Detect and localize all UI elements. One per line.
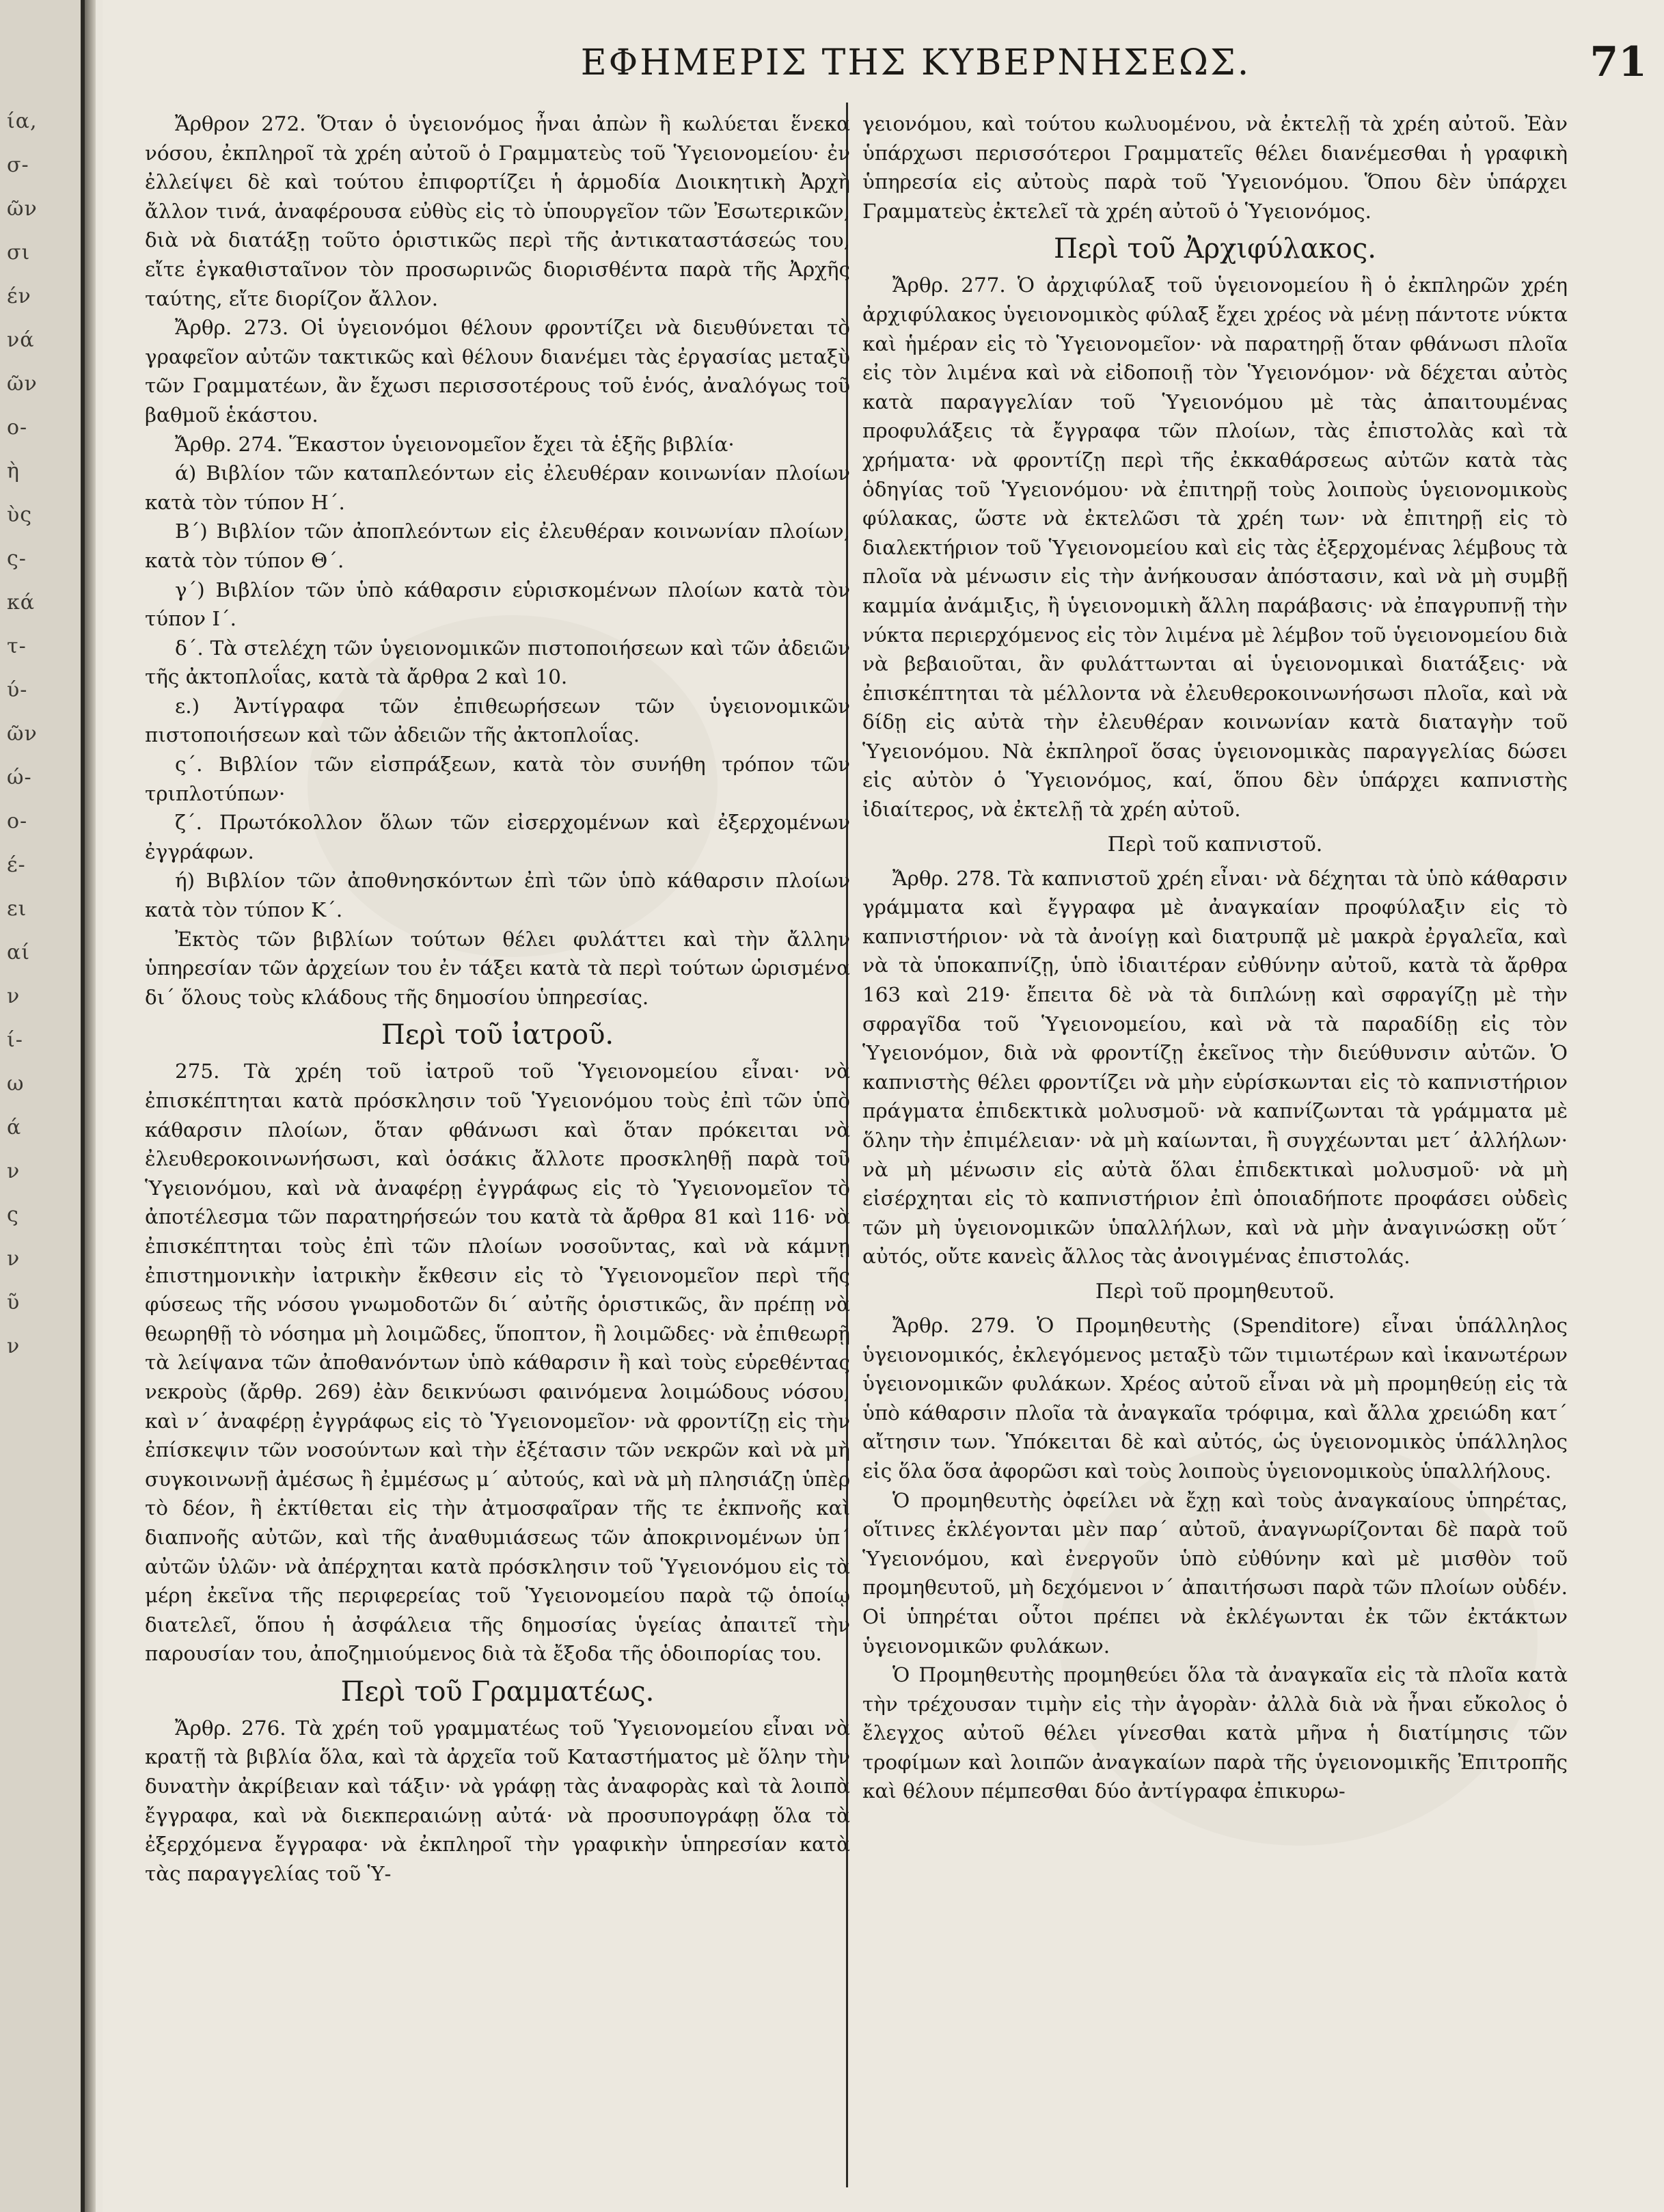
previous-page-fragment: κά xyxy=(7,591,36,615)
list-item: ζ΄. Πρωτόκολλον ὅλων τῶν εἰσερχομένων καὶ ἐξερχομένων ἐγγράφων. xyxy=(145,811,850,863)
previous-page-fragment: σι xyxy=(7,241,31,265)
paragraph: γειονόμου, καὶ τούτου κωλυομένου, νὰ ἐκτελῇ τὰ χρέη αὐτοῦ. Ἐὰν ὑπάρχωσι περισσότεροι Γραμματεῖς θέλει διανέμεσθαι ἡ γραφικὴ ὑπηρεσία εἰς αὐτοὺς παρὰ τοῦ Ὑγειονόμου. Ὅπου δὲν ὑπάρχει Γραμματεὺς ἐκτελεῖ τὰ χρέη αὐτοῦ ὁ Ὑγειονόμος. xyxy=(862,112,1568,223)
list-item: ς΄. Βιβλίον τῶν εἰσπράξεων, κατὰ τὸν συνήθη τρόπον τῶν τριπλοτύπων· xyxy=(145,753,850,805)
section-heading: Περὶ τοῦ καπνιστοῦ. xyxy=(1107,832,1323,857)
previous-page-fragment: ά xyxy=(7,1116,22,1139)
paragraph: Ἐκτὸς τῶν βιβλίων τούτων θέλει φυλάττει καὶ τὴν ἄλλην ὑπηρεσίαν τῶν ἀρχείων του ἐν τάξει κατὰ τὰ περὶ τούτων ὡρισμένα δι΄ ὅλους τοὺς κλάδους τῆς δημοσίου ὑπηρεσίας. xyxy=(145,927,850,1009)
paragraph: Ἄρθρ. 277. Ὁ ἀρχιφύλαξ τοῦ ὑγειονομείου ἢ ὁ ἐκπληρῶν χρέη ἀρχιφύλακος ὑγειονομικὸς φύλαξ ἔχει χρέος νὰ μένῃ πάντοτε νύκτα καὶ ἡμέραν εἰς τὸ Ὑγειονομεῖον· νὰ παρατηρῇ ὅταν φθάνωσι πλοῖα εἰς τὸν λιμένα καὶ νὰ εἰδοποιῇ τὸν Ὑγειονόμον· νὰ δέχεται αὐτὸς κατὰ παραγγελίαν τοῦ Ὑγειονόμου μὲ τὰς ἀπαιτουμένας προφυλάξεις τὰ ἔγγραφα τῶν πλοίων, τὰς ἐπιστολὰς καὶ τὰ χρήματα· νὰ φροντίζῃ περὶ τῆς ἐκκαθάρσεως αὐτῶν κατὰ τὰς ὁδηγίας τοῦ Ὑγειονόμου· νὰ ἐπιτηρῇ τοὺς λοιποὺς ὑγειονομικοὺς φύλακας, ὥστε νὰ ἐκτελῶσι τὰ χρέη των· νὰ ἐπιτηρῇ εἰς τὸ διαλεκτήριον τοῦ Ὑγειονομείου καὶ εἰς τὰς ἐξερχομένας λέμβους τὰ πλοῖα νὰ μένωσιν εἰς τὴν ἀνήκουσαν ἀπόστασιν, καὶ νὰ μὴ συμβῇ καμμία ἀνάμιξις, ἢ ὑγειονομικὴ ἄλλη παράβασις· νὰ ἐπαγρυπνῇ τὴν νύκτα περιερχόμενος εἰς τὸν λιμένα μὲ λέμβον τοῦ ὑγειονομείου διὰ νὰ βεβαιοῦται, ἂν φυλάττωνται αἱ ὑγειονομικαὶ διατάξεις· νὰ ἐπισκέπτηται τὰ μέλλοντα νὰ ἐλευθεροκοινωνήσωσι πλοῖα, καὶ νὰ δίδῃ εἰς αὐτὰ τὴν ἐλευθέραν κοινωνίαν κατὰ διαταγὴν τοῦ Ὑγειονόμου. Νὰ ἐκπληροῖ ὅσας ὑγειονομικὰς παραγγελίας δώσει εἰς αὐτὸν ὁ Ὑγειονόμος, καί, ὅπου δὲν ὑπάρχει καπνιστὴς ἰδιαίτερος, νὰ ἐκτελῇ τὰ χρέη αὐτοῦ. xyxy=(862,273,1568,822)
previous-page-fragment: ν xyxy=(7,1247,21,1271)
previous-page-fragment: ο- xyxy=(7,809,28,833)
section-heading: Περὶ τοῦ Ἀρχιφύλακος. xyxy=(1054,233,1376,265)
right-column xyxy=(862,109,1568,2187)
previous-page-fragment: ς- xyxy=(7,547,27,571)
previous-page-fragment: ω xyxy=(7,1072,25,1096)
previous-page-fragment: ει xyxy=(7,897,27,921)
paragraph: 275. Τὰ χρέη τοῦ ἰατροῦ τοῦ Ὑγειονομείου εἶναι· νὰ ἐπισκέπτηται κατὰ πρόσκλησιν τοῦ Ὑγειονόμου τοὺς ἐπὶ τῶν ὑπὸ κάθαρσιν πλοίων, ὅταν φθάνωσι καὶ ὅταν πρόκειται νὰ ἐλευθεροκοινωνήσωσι, καὶ ὁσάκις ἄλλοτε προσκληθῇ παρὰ τοῦ Ὑγειονόμου, καὶ νὰ ἀναφέρῃ ἐγγράφως εἰς τὸ Ὑγειονομεῖον τὸ ἀποτέλεσμα τῶν παρατηρήσεών του κατὰ τὰ ἄρθρα 81 καὶ 116· νὰ ἐπισκέπτηται τοὺς ἐπὶ τῶν πλοίων νοσοῦντας, καὶ νὰ κάμνῃ ἐπιστημονικὴν ἰατρικὴν ἔκθεσιν εἰς τὸ Ὑγειονομεῖον περὶ τῆς φύσεως τῆς νόσου γνωμοδοτῶν δι΄ αὐτῆς ὁριστικῶς, ἂν πρέπῃ νὰ θεωρηθῇ τὸ νόσημα μὴ λοιμῶδες, ὕποπτον, ἢ λοιμῶδες· νὰ ἐπιθεωρῇ τὰ λείψανα τῶν ἀποθανόντων ὑπὸ κάθαρσιν ἢ καὶ τοὺς εὑρεθέντας νεκροὺς (ἄρθρ. 269) ἐὰν δεικνύωσι φαινόμενα λοιμώδους νόσου, καὶ ν΄ ἀναφέρῃ ἐγγράφως εἰς τὸ Ὑγειονομεῖον· νὰ φροντίζῃ εἰς τὴν ἐπίσκεψιν τῶν νοσούντων καὶ τὴν ἐξέτασιν τῶν νεκρῶν καὶ νὰ μὴ συγκοινωνῇ ἀμέσως ἢ ἐμμέσως μ΄ αὐτούς, καὶ νὰ μὴ πλησιάζῃ ὑπὲρ τὸ δέον, ἢ ἐκτίθεται εἰς τὴν ἀτμοσφαῖραν τῆς τε ἐκπνοῆς καὶ διαπνοῆς αὐτῶν, καὶ τῆς ἀναθυμιάσεως τῶν ἀποκρινομένων ὑπ΄ αὐτῶν ὑλῶν· νὰ ἀπέρχηται κατὰ πρόσκλησιν τοῦ Ὑγειονόμου εἰς τὰ μέρη ἐκεῖνα τῆς περιφερείας τοῦ Ὑγειονομείου παρὰ τῷ ὁποίῳ διατελεῖ, ὅπου ἡ ἀσφάλεια τῆς δημοσίας ὑγείας ἀπαιτεῖ τὴν παρουσίαν του, ἀποζημιούμενος διὰ τὰ ἔξοδα τῆς ὁδοιπορίας του. xyxy=(145,1060,850,1666)
previous-page-fragment: ὴ xyxy=(7,459,20,483)
section-heading: Περὶ τοῦ Γραμματέως. xyxy=(340,1675,655,1708)
previous-page-fragment: ῦ xyxy=(7,1291,21,1314)
previous-page-fragment: σ- xyxy=(7,153,29,177)
previous-page-fragment: ν xyxy=(7,1334,21,1358)
left-column xyxy=(145,109,850,2187)
paragraph: Ἄρθρ. 278. Τὰ καπνιστοῦ χρέη εἶναι· νὰ δέχηται τὰ ὑπὸ κάθαρσιν γράμματα καὶ ἔγγραφα μὲ ἀναγκαίαν προφύλαξιν εἰς τὸ καπνιστήριον· νὰ τὰ ἀνοίγῃ καὶ διατρυπᾷ μὲ μακρὰ ἐργαλεῖα, καὶ νὰ τὰ ὑποκαπνίζῃ, ὑπὸ ἰδιαιτέραν εὐθύνην αὐτοῦ, κατὰ τὰ ἄρθρα 163 καὶ 219· ἔπειτα δὲ νὰ τὰ διπλώνῃ καὶ σφραγίζῃ μὲ τὴν σφραγῖδα τοῦ Ὑγειονομείου, καὶ νὰ τὰ παραδίδῃ εἰς τὸν Ὑγειονόμον, διὰ νὰ φροντίζῃ ἐκεῖνος τὴν διεύθυνσιν αὐτῶν. Ὁ καπνιστὴς θέλει φροντίζει νὰ μὴν εὑρίσκωνται εἰς τὸ καπνιστήριον πράγματα ἐπιδεκτικὰ μολυσμοῦ· νὰ καπνίζωνται τὰ γράμματα μὲ ὅλην τὴν ἐπιμέλειαν· νὰ μὴ καίωνται, ἢ συγχέωνται μετ΄ ἀλλήλων· νὰ μὴ μένωσιν εἰς αὐτὰ ὅλαι ἐπιδεκτικαὶ μολυσμοῦ· νὰ μὴ εἰσέρχηται εἰς τὸ καπνιστήριον ἐπὶ ὁποιαδήποτε προφάσει οὐδεὶς τῶν μὴ ὑγειονομικῶν ὑπαλλήλων, καὶ νὰ μὴν ἀναγινώσκῃ οὔτ΄ αὐτός, οὔτε κανεὶς ἄλλος τὰς ἀνοιγμένας ἐπιστολάς. xyxy=(862,866,1568,1269)
section-heading: Περὶ τοῦ προμηθευτοῦ. xyxy=(1095,1279,1335,1304)
previous-page-fragment: έν xyxy=(7,284,31,308)
paragraph: Ἄρθρ. 279. Ὁ Προμηθευτὴς (Spenditore) εἶναι ὑπάλληλος ὑγειονομικός, ἐκλεγόμενος μεταξὺ τῶν τιμιωτέρων καὶ ἱκανωτέρων ὑγειονομικῶν φυλάκων. Χρέος αὐτοῦ εἶναι νὰ μὴ προμηθεύῃ εἰς τὰ ὑπὸ κάθαρσιν πλοῖα τὰ ἀναγκαῖα τρόφιμα, καὶ ἄλλα χρειώδη κατ΄ αἴτησιν των. Ὑπόκειται δὲ καὶ αὐτός, ὡς ὑγειονομικὸς ὑπάλληλος εἰς ὅλα ὅσα ἀφορῶσι καὶ τοὺς λοιποὺς ὑγειονομικοὺς ὑπαλλήλους. xyxy=(862,1313,1568,1483)
previous-page-fragment: ώ- xyxy=(7,766,32,790)
previous-page-fragment: έ- xyxy=(7,853,26,877)
previous-page-edge xyxy=(0,0,85,2212)
list-item: ή) Βιβλίον τῶν ἀποθνησκόντων ἐπὶ τῶν ὑπὸ κάθαρσιν πλοίων κατὰ τὸν τύπον Κ΄. xyxy=(145,869,850,922)
previous-page-fragment: ν xyxy=(7,984,21,1008)
previous-page-fragment: ί- xyxy=(7,1028,23,1052)
previous-page-fragment: τ- xyxy=(7,634,27,658)
paragraph: Ἄρθρον 272. Ὅταν ὁ ὑγειονόμος ἦναι ἀπὼν ἢ κωλύεται ἕνεκα νόσου, ἐκπληροῖ τὰ χρέη αὐτοῦ ὁ Γραμματεὺς τοῦ Ὑγειονομείου· ἐν ἐλλείψει δὲ καὶ τούτου ἐπιφορτίζει ἡ ἁρμοδία Διοικητικὴ Ἀρχὴ ἄλλον τινά, ἀναφέρουσα εὐθὺς εἰς τὸ ὑπουργεῖον τῶν Ἐσωτερικῶν, διὰ νὰ διατάξῃ τοῦτο ὁριστικῶς περὶ τῆς ἀντικαταστάσεώς του, εἴτε ἐγκαθισταῖνον τὸν προσωρινῶς διορισθέντα παρὰ τῆς Ἀρχῆς ταύτης, εἴτε διορίζον ἄλλον. xyxy=(145,112,850,310)
paragraph: Ἄρθρ. 273. Οἱ ὑγειονόμοι θέλουν φροντίζει νὰ διευθύνεται τὸ γραφεῖον αὐτῶν τακτικῶς καὶ θέλουν διανέμει τὰς ἐργασίας μεταξὺ τῶν Γραμματέων, ἂν ἔχωσι περισσοτέρους τοῦ ἑνός, ἀναλόγως τοῦ βαθμοῦ ἑκάστου. xyxy=(145,316,850,427)
paragraph: Ὁ Προμηθευτὴς προμηθεύει ὅλα τὰ ἀναγκαῖα εἰς τὰ πλοῖα κατὰ τὴν τρέχουσαν τιμὴν εἰς τὴν ἀγορὰν· ἀλλὰ διὰ νὰ ἦναι εὔκολος ὁ ἔλεγχος αὐτοῦ θέλει γίνεσθαι κατὰ μῆνα ἡ διατίμησις τῶν τροφίμων καὶ λοιπῶν ἀναγκαίων παρὰ τῆς ὑγειονομικῆς Ἐπιτροπῆς καὶ θέλουν πέμπεσθαι δύο ἀντίγραφα ἐπικυρω- xyxy=(862,1663,1568,1803)
paragraph: Ἄρθρ. 274. Ἕκαστον ὑγειονομεῖον ἔχει τὰ ἑξῆς βιβλία· xyxy=(175,432,735,456)
previous-page-fragment: ῶν xyxy=(7,722,38,746)
paragraph: Ἄρθρ. 276. Τὰ χρέη τοῦ γραμματέως τοῦ Ὑγειονομείου εἶναι νὰ κρατῇ τὰ βιβλία ὅλα, καὶ τὰ ἀρχεῖα τοῦ Καταστήματος μὲ ὅλην τὴν δυνατὴν ἀκρίβειαν καὶ τάξιν· νὰ γράφῃ τὰς ἀναφορὰς καὶ τὰ λοιπὰ ἔγγραφα, καὶ νὰ διεκπεραιώνῃ αὐτά· νὰ προσυπογράφῃ ὅλα τὰ ἐξερχόμενα ἔγγραφα· νὰ ἐκπληροῖ τὴν γραφικὴν ὑπηρεσίαν κατὰ τὰς παραγγελίας τοῦ Ὑ- xyxy=(145,1716,850,1885)
list-item: γ΄) Βιβλίον τῶν ὑπὸ κάθαρσιν εὑρισκομένων πλοίων κατὰ τὸν τύπον Ι΄. xyxy=(145,578,850,631)
list-item: ά) Βιβλίον τῶν καταπλεόντων εἰς ἐλευθέραν κοινωνίαν πλοίων κατὰ τὸν τύπον Η΄. xyxy=(145,461,850,514)
list-item: δ΄. Τὰ στελέχη τῶν ὑγειονομικῶν πιστοποιήσεων καὶ τῶν ἀδειῶν τῆς ἀκτοπλοΐας, κατὰ τὰ ἄρθρα 2 καὶ 10. xyxy=(145,636,850,689)
book-gutter xyxy=(85,0,96,2212)
list-item: ε.) Ἀντίγραφα τῶν ἐπιθεωρήσεων τῶν ὑγειονομικῶν πιστοποιήσεων καὶ τῶν ἀδειῶν τῆς ἀκτοπλοΐας. xyxy=(145,694,850,747)
previous-page-fragment: ία, xyxy=(7,109,38,133)
previous-page-fragment: ο- xyxy=(7,416,28,440)
previous-page-fragment: ῶν xyxy=(7,372,38,396)
previous-page-fragment: ς xyxy=(7,1203,19,1227)
previous-page-fragment: αί xyxy=(7,941,31,965)
section-heading: Περὶ τοῦ ἰατροῦ. xyxy=(381,1019,614,1051)
paragraph: Ὁ προμηθευτὴς ὀφείλει νὰ ἔχῃ καὶ τοὺς ἀναγκαίους ὑπηρέτας, οἵτινες ἐκλέγονται μὲν παρ΄ αὐτοῦ, ἀναγνωρίζονται δὲ παρὰ τοῦ Ὑγειονόμου, καὶ ἐνεργοῦν ὑπὸ εὐθύνην καὶ μὲ μισθὸν τοῦ προμηθευτοῦ, μὴ δεχόμενοι ν΄ ἀπαιτήσωσι παρὰ τῶν πλοίων οὐδέν. Οἱ ὑπηρέται οὗτοι πρέπει νὰ ἐκλέγωνται ἐκ τῶν ἐκτάκτων ὑγειονομικῶν φυλάκων. xyxy=(862,1488,1568,1658)
page-title: ΕΦΗΜΕΡΙΣ ΤΗΣ ΚΥΒΕΡΝΗΣΕΩΣ. xyxy=(580,42,1251,83)
newspaper-page xyxy=(103,0,1664,2212)
previous-page-fragment: ν xyxy=(7,1159,21,1183)
page-header xyxy=(185,38,1647,92)
previous-page-fragment: ῶν xyxy=(7,197,38,221)
previous-page-fragment: ὺς xyxy=(7,503,33,527)
previous-page-fragment: νά xyxy=(7,328,35,352)
page-number: 71 xyxy=(1590,38,1647,86)
list-item: Β΄) Βιβλίον τῶν ἀποπλεόντων εἰς ἐλευθέραν κοινωνίαν πλοίων, κατὰ τὸν τύπον Θ΄. xyxy=(145,520,850,572)
previous-page-fragment: ύ- xyxy=(7,678,28,702)
